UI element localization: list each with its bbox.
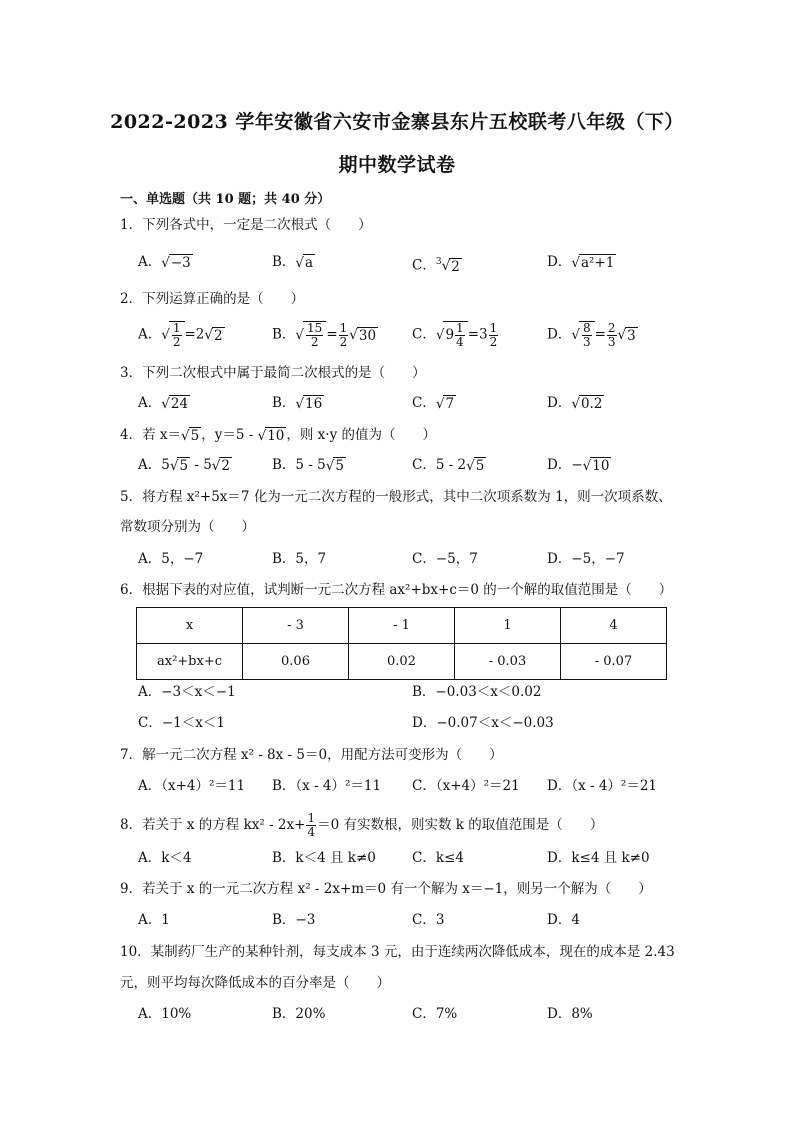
q6-option-d: D．−0.07＜x＜−0.03 xyxy=(412,715,554,731)
q3-option-b: B．√16 xyxy=(272,395,323,413)
question-9-stem: 9．若关于 x 的一元二次方程 x² - 2x+m＝0 有一个解为 x＝−1，则另一个解为（ ） xyxy=(120,881,652,897)
q6-option-a: A．−3＜x＜−1 xyxy=(138,684,236,700)
q4-option-b: B．5 - 5√5 xyxy=(272,457,344,475)
title-line-2: 期中数学试卷 xyxy=(338,154,456,176)
question-4-stem: 4．若 x＝√5 ，y＝5 - √10 ，则 x·y 的值为（ ） xyxy=(120,427,436,445)
question-10-stem-line-2: 元，则平均每次降低成本的百分率是（ ） xyxy=(120,975,390,991)
q2-option-b: B．√ $\frac{15}{2}$ = $\frac{1}{2}$ √30 xyxy=(272,320,377,349)
q1-option-b: B．√a xyxy=(272,254,314,272)
q7-option-c: C．（x+4）²＝21 xyxy=(412,778,520,794)
q5-option-d: D．−5，−7 xyxy=(547,551,625,567)
q6-option-b: B．−0.03＜x＜0.02 xyxy=(412,684,542,700)
question-3-stem: 3．下列二次根式中属于最简二次根式的是（ ） xyxy=(120,365,426,381)
q10-option-d: D．8% xyxy=(547,1006,593,1022)
q3-option-d: D．√0.2 xyxy=(547,395,603,413)
q4-option-a: A．5√5 - 5√2 xyxy=(138,457,230,475)
table-cell: - 0.07 xyxy=(561,644,667,680)
table-cell: ax²+bx+c xyxy=(137,644,243,680)
q4-option-d: D．−√10 xyxy=(547,457,610,475)
q5-option-a: A．5，−7 xyxy=(138,551,204,567)
table-cell: - 1 xyxy=(349,608,455,644)
question-10-stem-line-1: 10．某制药厂生产的某种针剂，每支成本 3 元，由于连续两次降低成本，现在的成本是 2.43 xyxy=(120,944,675,960)
question-1-stem: 1．下列各式中，一定是二次根式（ ） xyxy=(120,217,372,233)
q8-option-b: B．k＜4 且 k≠0 xyxy=(272,850,376,866)
q5-option-b: B．5，7 xyxy=(272,551,327,567)
table-cell: 1 xyxy=(455,608,561,644)
question-6-stem: 6．根据下表的对应值，试判断一元二次方程 ax²+bx+c＝0 的一个解的取值范围是（ ） xyxy=(120,582,673,598)
q8-option-d: D．k≤4 且 k≠0 xyxy=(547,850,650,866)
q8-option-c: C．k≤4 xyxy=(412,850,464,866)
q8-option-a: A．k＜4 xyxy=(138,850,192,866)
q1-option-a: A．√−3 xyxy=(138,254,191,272)
q2-option-c: C．√9 $\frac{1}{4}$ =3 $\frac{1}{2}$ xyxy=(412,320,498,349)
q3-option-a: A．√24 xyxy=(138,395,189,413)
q7-option-b: B．（x - 4）²＝11 xyxy=(272,778,382,794)
table-cell: x xyxy=(137,608,243,644)
table-cell: - 3 xyxy=(243,608,349,644)
table-cell: - 0.03 xyxy=(455,644,561,680)
table-cell: 0.06 xyxy=(243,644,349,680)
q10-option-a: A．10% xyxy=(138,1006,192,1022)
q4-option-c: C．5 - 2√5 xyxy=(412,457,485,475)
value-table xyxy=(136,607,667,680)
q1-option-c: C．$^3$√2 xyxy=(412,257,460,275)
q9-option-d: D．4 xyxy=(547,912,580,928)
q10-option-b: B．20% xyxy=(272,1006,326,1022)
title-line-1: 2022-2023 学年安徽省六安市金寨县东片五校联考八年级（下） xyxy=(110,111,684,133)
question-5-stem-line-1: 5．将方程 x²+5x＝7 化为一元二次方程的一般形式，其中二次项系数为 1，则一次项系数、 xyxy=(120,489,672,505)
q2-option-a: A．√ $\frac{1}{2}$ =2√2 xyxy=(138,321,223,349)
section-heading: 一、单选题（共 10 题；共 40 分） xyxy=(120,192,331,207)
q9-option-b: B．−3 xyxy=(272,912,316,928)
table-row xyxy=(137,608,667,644)
q1-option-d: D．√a²+1 xyxy=(547,254,615,272)
question-8-stem: 8．若关于 x 的方程 kx² - 2x+ $\frac{1}{4}$ ＝0 有实数根，则实数 k 的取值范围是（ ） xyxy=(120,811,604,839)
q7-option-a: A．（x+4）²＝11 xyxy=(138,778,246,794)
q10-option-c: C．7% xyxy=(412,1006,458,1022)
question-5-stem-line-2: 常数项分别为（ ） xyxy=(120,519,255,535)
q7-option-d: D．（x - 4）²＝21 xyxy=(547,778,658,794)
q6-option-c: C．−1＜x＜1 xyxy=(138,715,225,731)
q2-option-d: D．√ $\frac{8}{3}$ = $\frac{2}{3}$ √3 xyxy=(547,320,636,349)
q5-option-c: C．−5，7 xyxy=(412,551,478,567)
table-cell: 0.02 xyxy=(349,644,455,680)
question-2-stem: 2．下列运算正确的是（ ） xyxy=(120,291,305,307)
question-7-stem: 7．解一元二次方程 x² - 8x - 5＝0，用配方法可变形为（ ） xyxy=(120,747,503,763)
table-row xyxy=(137,644,667,680)
q9-option-a: A．1 xyxy=(138,912,170,928)
table-cell: 4 xyxy=(561,608,667,644)
q3-option-c: C．√7 xyxy=(412,395,455,413)
q9-option-c: C．3 xyxy=(412,912,445,928)
